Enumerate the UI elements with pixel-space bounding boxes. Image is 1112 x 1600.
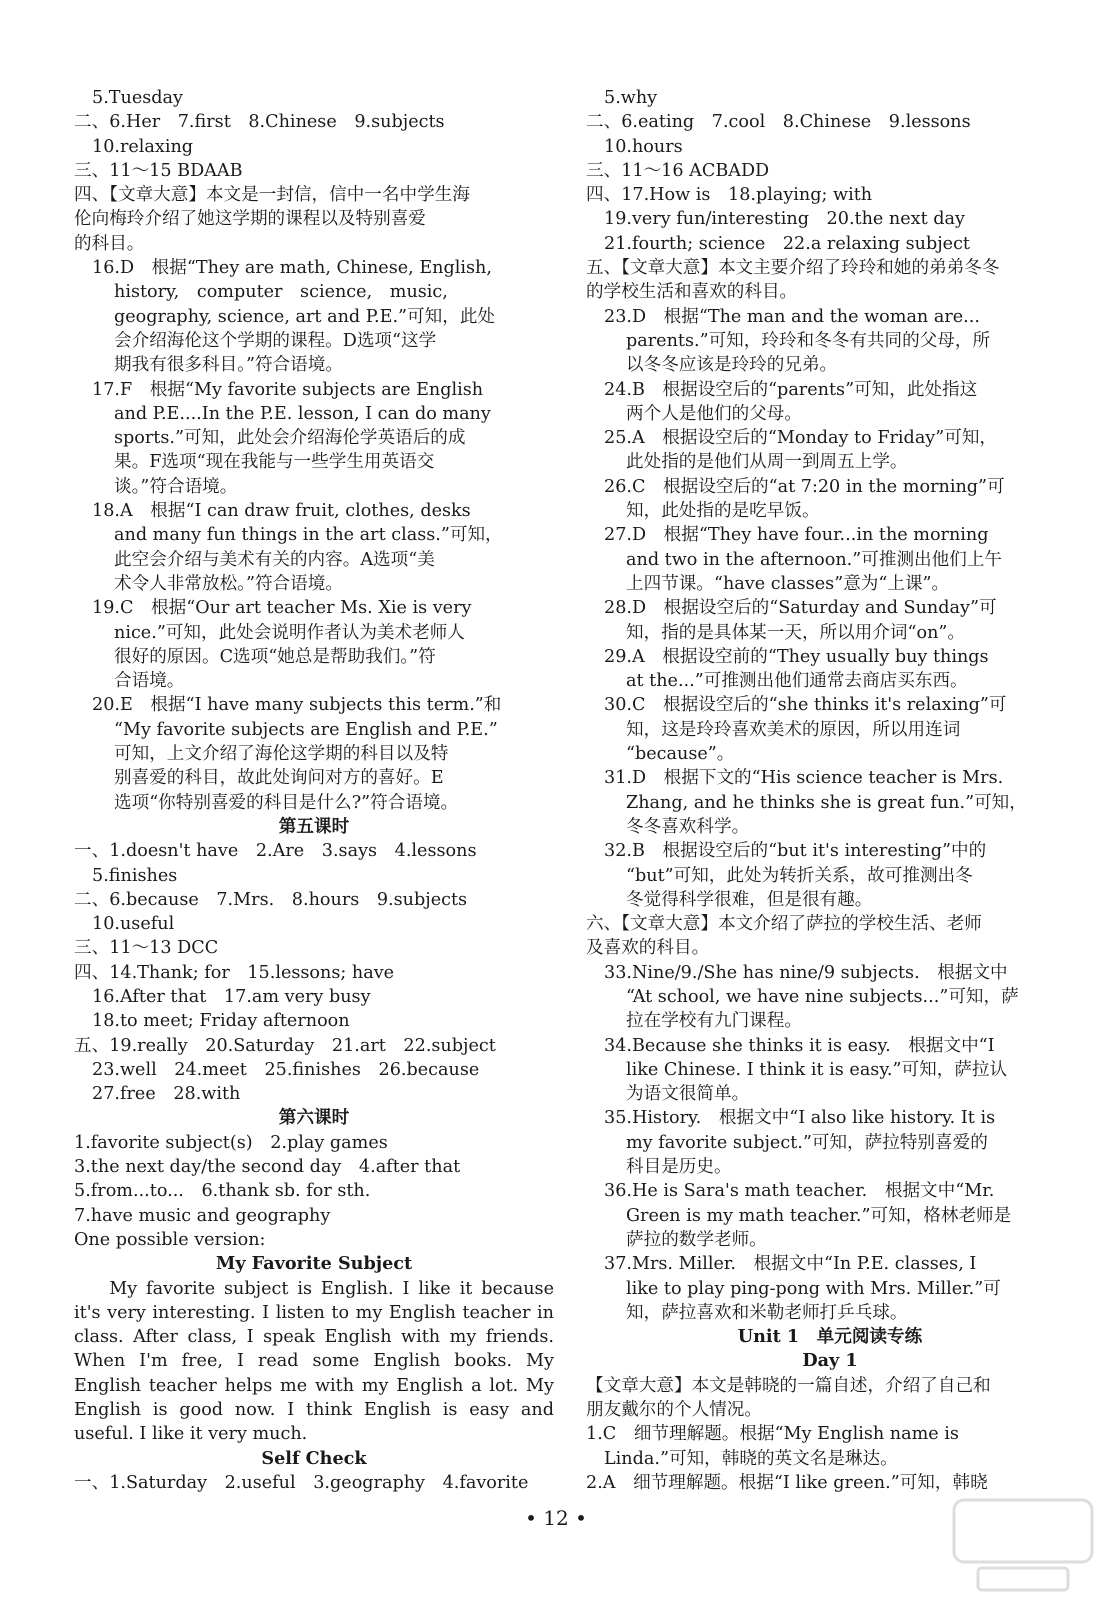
text-line: 的学校生活和喜欢的科目。 [586, 282, 798, 303]
text-line: 36.He is Sara's math teacher. 根据文中“Mr. [604, 1181, 995, 1202]
text-line: 四、14.Thank; for 15.lessons; have [74, 962, 395, 983]
text-line: and two in the afternoon.”可推测出他们上午 [626, 549, 1003, 570]
text-line: 一、1.doesn't have 2.Are 3.says 4.lessons [74, 841, 477, 862]
text-line: 三、11～15 BDAAB [74, 160, 243, 181]
text-line: 会介绍海伦这个学期的课程。D选项“这学 [114, 330, 437, 351]
text-line: 六、【文章大意】本文介绍了萨拉的学校生活、老师 [586, 914, 982, 935]
text-line: 及喜欢的科目。 [586, 938, 710, 959]
text-line: 五、【文章大意】本文主要介绍了玲玲和她的弟弟冬冬 [586, 258, 1000, 279]
text-line: 拉在学校有九门课程。 [626, 1011, 802, 1032]
text-line: 25.A 根据设空后的“Monday to Friday”可知， [604, 428, 998, 449]
text-line: 知，这是玲玲喜欢美术的原因，所以用连词 [626, 719, 961, 740]
text-line: 27.free 28.with [92, 1084, 241, 1105]
text-line: 科目是历史。 [626, 1157, 732, 1178]
section-heading: Unit 1 单元阅读专练 [737, 1326, 923, 1348]
text-line: Green is my math teacher.”可知，格林老师是 [626, 1205, 1012, 1226]
text-line: 17.F 根据“My favorite subjects are English [92, 379, 484, 400]
text-line: 合语境。 [114, 671, 185, 692]
text-line: 以冬冬应该是玲玲的兄弟。 [626, 355, 838, 376]
section-heading: Self Check [261, 1447, 367, 1469]
text-line: 选项“你特别喜爱的科目是什么?”符合语境。 [114, 792, 459, 813]
text-line: 18.A 根据“I can draw fruit, clothes, desks [92, 501, 471, 522]
text-line: and P.E....In the P.E. lesson, I can do many [114, 403, 491, 424]
text-line: 伦向梅玲介绍了她这学期的课程以及特别喜爱 [74, 209, 426, 230]
text-line: at the...”可推测出他们通常去商店买东西。 [626, 671, 968, 692]
text-line: 1.C 细节理解题。根据“My English name is [586, 1424, 959, 1445]
watermark-logo-icon [948, 1496, 1098, 1596]
text-line: 18.to meet; Friday afternoon [92, 1011, 350, 1032]
text-line: 21.fourth; science 22.a relaxing subject [604, 233, 971, 254]
text-line: 朋友戴尔的个人情况。 [586, 1400, 762, 1421]
section-heading: My Favorite Subject [215, 1253, 413, 1275]
text-line: 1.favorite subject(s) 2.play games [74, 1132, 388, 1153]
text-line: 知，指的是具体某一天，所以用介词“on”。 [626, 622, 966, 643]
text-line: 5.finishes [92, 865, 178, 886]
text-line: 16.After that 17.am very busy [92, 986, 371, 1007]
text-line: “but”可知，此处为转折关系，故可推测出冬 [626, 865, 973, 886]
text-line: 28.D 根据设空后的“Saturday and Sunday”可 [604, 598, 997, 619]
text-line: history, computer science, music, [114, 282, 448, 303]
section-heading: 第五课时 [278, 815, 350, 837]
text-line: 二、6.eating 7.cool 8.Chinese 9.lessons [586, 112, 971, 133]
text-line: 23.D 根据“The man and the woman are... [604, 306, 980, 327]
text-line: 24.B 根据设空后的“parents”可知，此处指这 [604, 379, 978, 400]
text-line: 知，萨拉喜欢和米勒老师打乒乓球。 [626, 1302, 908, 1323]
text-line: “My favorite subjects are English and P.E.” [114, 719, 498, 740]
text-line: 【文章大意】本文是韩晓的一篇自述，介绍了自己和 [586, 1375, 991, 1396]
text-line: 23.well 24.meet 25.finishes 26.because [92, 1059, 480, 1080]
text-line: 35.History. 根据文中“I also like history. It is [604, 1108, 996, 1129]
left-column [74, 86, 554, 1495]
text-line: 别喜爱的科目，故此处询问对方的喜好。E [114, 768, 444, 789]
text-line: 可知，上文介绍了海伦这学期的科目以及特 [114, 744, 449, 765]
text-line: 三、11～16 ACBADD [586, 160, 770, 181]
text-line: 19.very fun/interesting 20.the next day [604, 209, 965, 230]
text-line: 两个人是他们的父母。 [626, 403, 802, 424]
text-line: geography, science, art and P.E.”可知，此处 [114, 306, 496, 327]
text-line: 3.the next day/the second day 4.after that [74, 1157, 461, 1178]
text-line: 果。F选项“现在我能与一些学生用英语交 [114, 452, 435, 473]
text-line: 术令人非常放松。”符合语境。 [114, 573, 343, 594]
text-line: 32.B 根据设空后的“but it's interesting”中的 [604, 841, 987, 862]
section-heading: 第六课时 [278, 1107, 350, 1129]
right-column [586, 86, 1074, 1495]
text-line: 知，此处指的是吃早饭。 [626, 501, 820, 522]
text-line: 期我有很多科目。”符合语境。 [114, 355, 343, 376]
text-line: “At school, we have nine subjects...”可知，萨 [626, 986, 1019, 1007]
section-heading: Day 1 [802, 1350, 858, 1372]
text-line: 上四节课。“have classes”意为“上课”。 [626, 573, 950, 594]
text-line: 此空会介绍与美术有关的内容。A选项“美 [114, 549, 435, 570]
text-line: 26.C 根据设空后的“at 7:20 in the morning”可 [604, 476, 1005, 497]
text-line: 5.from...to... 6.thank sb. for sth. [74, 1181, 371, 1202]
text-line: like Chinese. I think it is easy.”可知，萨拉认 [626, 1059, 1008, 1080]
text-line: 16.D 根据“They are math, Chinese, English, [92, 258, 492, 279]
text-line: 此处指的是他们从周一到周五上学。 [626, 452, 908, 473]
text-line: like to play ping-pong with Mrs. Miller.”可 [626, 1278, 1001, 1299]
text-line: Linda.”可知，韩晓的英文名是琳达。 [604, 1448, 898, 1469]
text-line: nice.”可知，此处会说明作者认为美术老师人 [114, 622, 465, 643]
text-line: One possible version: [74, 1229, 266, 1250]
text-line: 19.C 根据“Our art teacher Ms. Xie is very [92, 598, 472, 619]
text-line: 为语文很简单。 [626, 1084, 750, 1105]
text-line: 20.E 根据“I have many subjects this term.”和 [92, 695, 502, 716]
text-line: 二、6.Her 7.first 8.Chinese 9.subjects [74, 112, 445, 133]
text-line: 34.Because she thinks it is easy. 根据文中“I [604, 1035, 995, 1056]
text-line: 5.why [604, 88, 658, 108]
text-line: 萨拉的数学老师。 [626, 1229, 767, 1250]
text-line: 30.C 根据设空后的“she thinks it's relaxing”可 [604, 695, 1007, 716]
text-line: 37.Mrs. Miller. 根据文中“In P.E. classes, I [604, 1254, 977, 1275]
text-line: 2.A 细节理解题。根据“I like green.”可知，韩晓 [586, 1472, 988, 1493]
text-line: 五、19.really 20.Saturday 21.art 22.subject [74, 1035, 496, 1056]
text-line: 冬冬喜欢科学。 [626, 816, 750, 837]
page-number: • 12 • [525, 1506, 587, 1530]
text-line: my favorite subject.”可知，萨拉特别喜爱的 [626, 1132, 988, 1153]
text-line: 一、1.Saturday 2.useful 3.geography 4.favorite [74, 1472, 529, 1493]
text-line: and many fun things in the art class.”可知， [114, 525, 503, 546]
text-line: parents.”可知，玲玲和冬冬有共同的父母，所 [626, 330, 991, 351]
text-line: 7.have music and geography [74, 1205, 331, 1226]
text-line: 31.D 根据下文的“His science teacher is Mrs. [604, 768, 1004, 789]
text-line: 四、17.How is 18.playing; with [586, 185, 873, 206]
text-line: 的科目。 [74, 233, 145, 254]
text-line: 冬觉得科学很难，但是很有趣。 [626, 889, 873, 910]
text-line: 27.D 根据“They have four...in the morning [604, 525, 989, 546]
text-line: 10.hours [604, 136, 683, 157]
text-line: 33.Nine/9./She has nine/9 subjects. 根据文中 [604, 962, 1008, 983]
text-line: 谈。”符合语境。 [114, 476, 238, 497]
text-line: sports.”可知，此处会介绍海伦学英语后的成 [114, 428, 466, 449]
text-line: 很好的原因。C选项“她总是帮助我们。”符 [114, 646, 436, 667]
text-line: 四、【文章大意】本文是一封信，信中一名中学生海 [74, 185, 470, 206]
essay-paragraph: My favorite subject is English. I like it because it's very interesting. I listen to my English teacher in class. After class, I speak English with my friends. When I'm free, I read some English books. My English teacher helps me with my English a lot. My English is good now. I think English is easy and useful. I like it very much. [74, 1278, 554, 1445]
text-line: 10.useful [92, 914, 175, 935]
text-line: 10.relaxing [92, 136, 194, 157]
text-line: 二、6.because 7.Mrs. 8.hours 9.subjects [74, 889, 468, 910]
text-line: Zhang, and he thinks she is great fun.”可知， [626, 792, 1027, 813]
text-line: 29.A 根据设空前的“They usually buy things [604, 646, 989, 667]
text-line: “because”。 [626, 744, 735, 765]
text-line: 三、11～13 DCC [74, 938, 219, 959]
text-line: 5.Tuesday [92, 88, 183, 108]
